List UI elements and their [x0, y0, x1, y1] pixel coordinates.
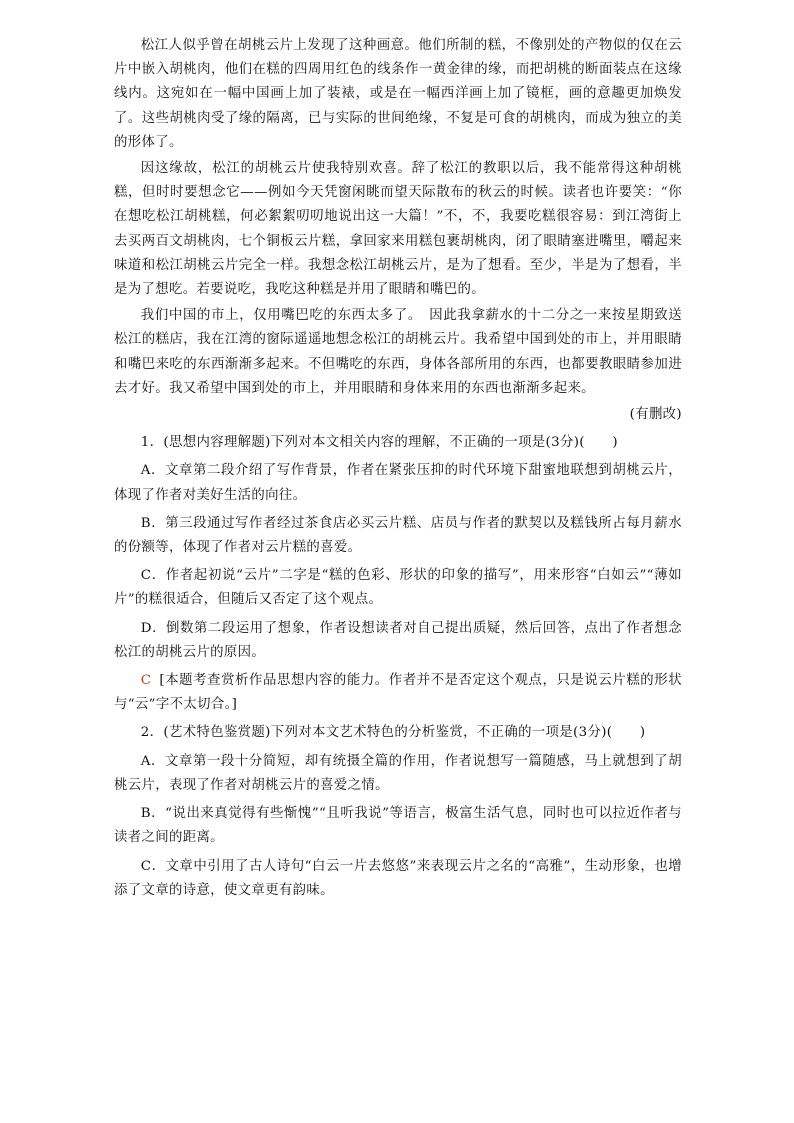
question-2-option-b: B．“说出来真觉得有些惭愧”“且听我说”等语言，极富生活气息，同时也可以拉近作者与读者之间的距离。	[114, 806, 682, 846]
passage-paragraph-2: 因这缘故，松江的胡桃云片使我特别欢喜。辞了松江的教职以后，我不能常得这种胡桃糕，但时时要想念它——例如今天凭窗闲眺而望天际散布的秋云的时候。读者也许要笑：“你在想吃松江胡桃糕，何必絮絮叨叨地说出这一大篇！”不，不，我要吃糕很容易：到江湾街上去买两百文胡桃肉，七个铜板云片糕，拿回家来用糕包裹胡桃肉，闭了眼睛塞进嘴里，嚼起来味道和松江胡桃云片完全一样。我想念松江胡桃云片，是为了想看。至少，半是为了想看，半是为了想吃。若要说吃，我吃这种糕是并用了眼睛和嘴巴的。	[114, 161, 682, 298]
source-note: (有删改)	[629, 407, 682, 423]
passage-paragraph-3: 我们中国的市上，仅用嘴巴吃的东西太多了。 因此我拿薪水的十二分之一来按星期致送松江的糕店，我在江湾的窗际遥遥地想念松江的胡桃云片。我希望中国到处的市上，并用眼睛和嘴巴来吃的东西渐渐多起来。不但嘴吃的东西，身体各部所用的东西，也都要教眼睛参加进去才好。我又希望中国到处的市上，并用眼睛和身体来用的东西也渐渐多起来。	[114, 308, 682, 396]
question-2-option-c: C．文章中引用了古人诗句“白云一片去悠悠”来表现云片之名的“高雅”，生动形象，也增添了文章的诗意，使文章更有韵味。	[114, 858, 682, 898]
question-1-option-a: A．文章第二段介绍了写作背景，作者在紧张压抑的时代环境下甜蜜地联想到胡桃云片，体现了作者对美好生活的向往。	[114, 463, 682, 503]
question-1-option-d: D．倒数第二段运用了想象，作者设想读者对自己提出质疑，然后回答，点出了作者想念松江的胡桃云片的原因。	[114, 620, 682, 660]
question-1-option-b: B．第三段通过写作者经过茶食店必买云片糕、店员与作者的默契以及糕钱所占每月薪水的份额等，体现了作者对云片糕的喜爱。	[114, 515, 682, 556]
question-1-answer	[114, 669, 682, 717]
question-1-option-c: C．作者起初说“云片”二字是“糕的色彩、形状的印象的描写”，用来形容“白如云”“薄如片”的糕很适合，但随后又否定了这个观点。	[114, 568, 682, 608]
answer-explanation: [本题考查赏析作品思想内容的能力。作者并不是否定这个观点，只是说云片糕的形状与“云”字不太切合。]	[114, 673, 682, 713]
passage-paragraph-1: 松江人似乎曾在胡桃云片上发现了这种画意。他们所制的糕，不像别处的产物似的仅在云片中嵌入胡桃肉，他们在糕的四周用红色的线条作一黄金律的缘，而把胡桃的断面装点在这缘线内。这宛如在一幅中国画上加了装裱，或是在一幅西洋画上加了镜框，画的意趣更加焕发了。这些胡桃肉受了缘的隔离，已与实际的世间绝缘，不复是可食的胡桃肉，而成为独立的美的形体了。	[114, 38, 682, 150]
question-2-option-a: A．文章第一段十分简短，却有统摄全篇的作用，作者说想写一篇随感，马上就想到了胡桃云片，表现了作者对胡桃云片的喜爱之情。	[114, 753, 682, 793]
question-2-stem: 2．(艺术特色鉴赏题)下列对本文艺术特色的分析鉴赏，不正确的一项是(3分)( )	[140, 725, 646, 741]
question-1-stem: 1．(思想内容理解题)下列对本文相关内容的理解，不正确的一项是(3分)( )	[140, 435, 618, 451]
answer-letter: C	[140, 673, 152, 689]
